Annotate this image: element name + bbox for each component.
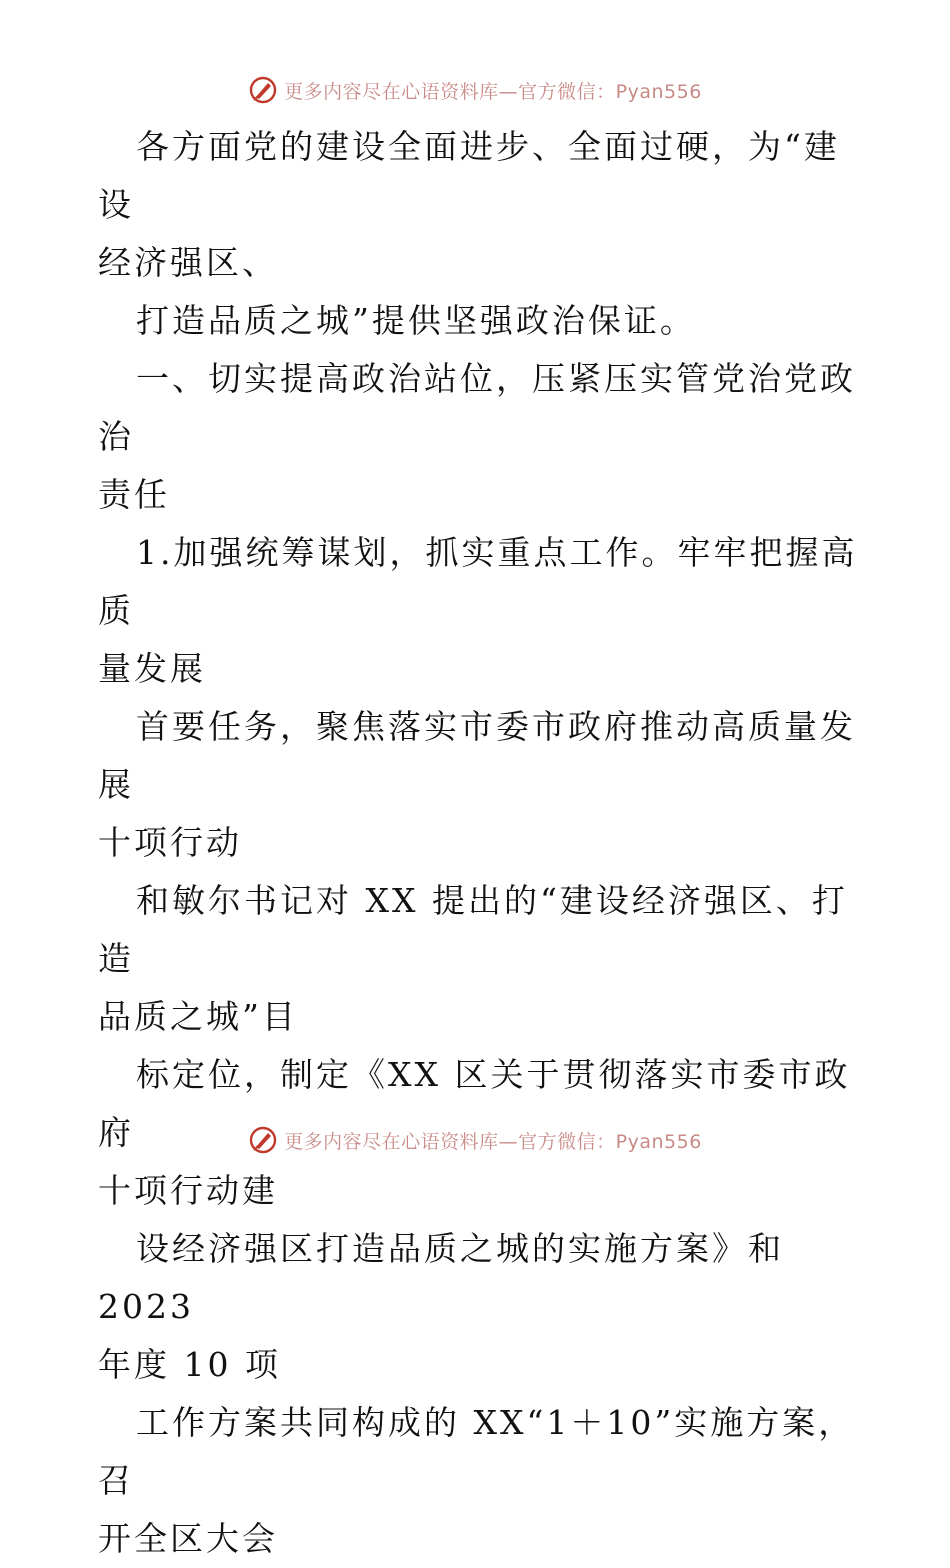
paragraph-line: 1.加强统筹谋划，抓实重点工作。牢牢把握高质 (98, 533, 858, 630)
paragraph-line-wrap: 十项行动建 (98, 1171, 278, 1210)
paragraph-line: 工作方案共同构成的 XX“1＋10”实施方案，召 (98, 1403, 855, 1500)
header-watermark (0, 70, 950, 110)
paragraph-line-wrap: 责任 (98, 475, 170, 514)
paragraph-line: 首要任务，聚焦落实市委市政府推动高质量发展 (98, 707, 856, 804)
paragraph (98, 698, 858, 872)
watermark-text: 更多内容尽在心语资料库—官方微信：Pyan556 (284, 80, 702, 103)
paragraph-line-wrap: 量发展 (98, 649, 206, 688)
paragraph-line: 一、切实提高政治站位，压紧压实管党治党政治 (98, 359, 856, 456)
watermark-text: 更多内容尽在心语资料库—官方微信：Pyan556 (284, 1130, 702, 1153)
paragraph (98, 872, 858, 1046)
paragraph-line-wrap: 十项行动 (98, 823, 242, 862)
footer-watermark (0, 1120, 950, 1160)
paragraph (98, 292, 858, 350)
paragraph-line-wrap: 年度 10 项 (98, 1345, 281, 1384)
paragraph (98, 524, 858, 698)
paragraph-line-wrap: 开全区大会 (98, 1519, 278, 1558)
paragraph (98, 1220, 858, 1394)
feather-pen-icon (248, 1125, 278, 1155)
paragraph (98, 118, 858, 292)
paragraph (98, 1394, 858, 1568)
paragraph-line-wrap: 品质之城”目 (98, 997, 298, 1036)
paragraph-line: 各方面党的建设全面进步、全面过硬，为“建设 (98, 127, 840, 224)
document-body (98, 118, 858, 1568)
paragraph-line-wrap: 经济强区、 (98, 243, 278, 282)
paragraph-line: 设经济强区打造品质之城的实施方案》和 2023 (98, 1229, 784, 1326)
section-heading (98, 350, 858, 524)
paragraph-line: 标定位，制定《XX 区关于贯彻落实市委市政府 (98, 1055, 851, 1152)
paragraph-line: 和敏尔书记对 XX 提出的“建设经济强区、打造 (98, 881, 848, 978)
feather-pen-icon (248, 75, 278, 105)
paragraph-line: 打造品质之城”提供坚强政治保证。 (136, 301, 696, 340)
